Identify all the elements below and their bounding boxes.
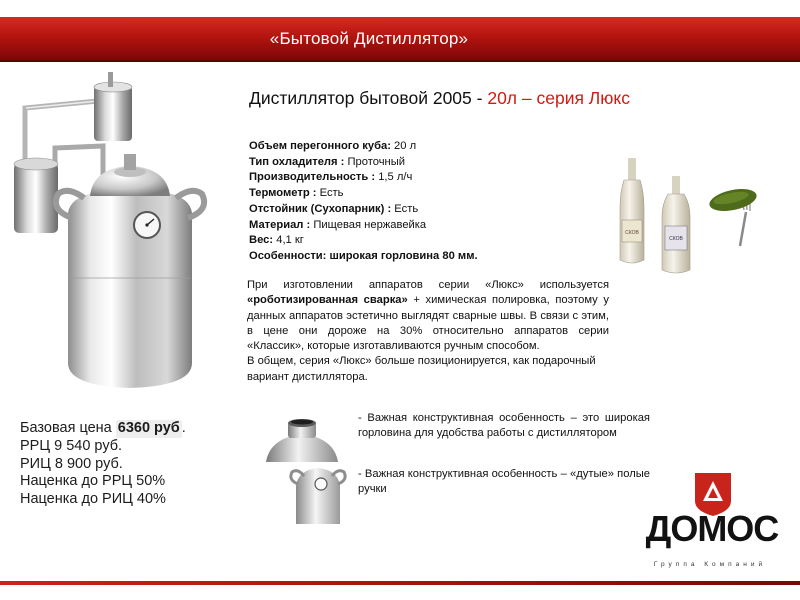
spec-value: Пищевая нержавейка bbox=[310, 218, 427, 231]
spec-row bbox=[249, 233, 478, 249]
banner-title: «Бытовой Дистиллятор» bbox=[269, 29, 469, 48]
hollow-handles-photo bbox=[288, 462, 348, 524]
spec-list bbox=[249, 139, 478, 265]
markup-ric: Наценка до РИЦ 40% bbox=[20, 491, 166, 508]
spec-label: Термометр : bbox=[249, 187, 317, 200]
spec-value: широкая горловина 80 мм. bbox=[326, 249, 478, 262]
description-paragraph: В общем, серия «Люкс» больше позиционируется, как подарочный вариант дистиллятора. bbox=[247, 355, 596, 383]
markup-rrc: Наценка до РРЦ 50% bbox=[20, 473, 166, 490]
bottle-label-text: СКОВ bbox=[625, 230, 639, 236]
base-price-value: 6360 руб bbox=[117, 420, 180, 436]
wide-neck-photo bbox=[262, 412, 342, 462]
ric-price: РИЦ 8 900 руб. bbox=[20, 455, 123, 472]
spec-label: Производительность : bbox=[249, 171, 376, 184]
product-title-prefix: Дистиллятор бытовой 2005 - bbox=[249, 88, 483, 108]
price-block bbox=[20, 420, 186, 509]
rrc-price: РРЦ 9 540 руб. bbox=[20, 437, 123, 454]
spec-row bbox=[249, 202, 478, 218]
spec-row bbox=[249, 249, 478, 265]
description-text: + химическая полировка, поэтому у данных аппаратов эстетично выглядят сварные швы. В связи с этим, в цене они дороже на 30% относительно аппаратов серии «Классик», которые изготавливаются ручным способом. bbox=[247, 294, 609, 353]
spec-label: Объем перегонного куба: bbox=[249, 140, 391, 152]
base-price-suffix: . bbox=[181, 420, 186, 436]
spec-row bbox=[249, 155, 478, 171]
spec-label: Отстойник (Сухопарник) : bbox=[249, 202, 392, 215]
spec-row bbox=[249, 139, 478, 155]
feature-hollow-handles: - Важная конструктивная особенность – «дутые» полые ручки bbox=[358, 468, 650, 496]
spec-value: Проточный bbox=[344, 155, 406, 168]
spec-label: Материал : bbox=[249, 218, 311, 231]
base-price bbox=[20, 420, 186, 438]
banner-divider bbox=[0, 60, 800, 62]
bottles-and-pickle-image bbox=[608, 150, 768, 275]
feature-wide-neck: - Важная конструктивная особенность – это широкая горловина для удобства работы с дистиллятором bbox=[358, 412, 650, 440]
brand-subtitle: Группа Компаний bbox=[653, 561, 767, 568]
spec-value: 1,5 л/ч bbox=[375, 171, 413, 184]
spec-value: 20 л bbox=[390, 140, 417, 152]
product-title bbox=[249, 88, 630, 109]
brand-name: ДОМОС bbox=[645, 508, 779, 549]
spec-value: Есть bbox=[391, 202, 419, 215]
footer-accent-bar bbox=[0, 581, 800, 585]
base-price-label: Базовая цена bbox=[20, 420, 116, 436]
description-emphasis: «роботизированная сварка» bbox=[247, 294, 408, 307]
bottle-label-text: СКОВ bbox=[669, 236, 683, 242]
series-description bbox=[247, 278, 609, 385]
description-text: При изготовлении аппаратов серии «Люкс» используется bbox=[247, 279, 609, 291]
spec-value: 4,1 кг bbox=[273, 234, 304, 247]
spec-value: Есть bbox=[316, 187, 344, 200]
spec-row bbox=[249, 186, 478, 202]
distiller-photo bbox=[8, 68, 226, 393]
spec-label: Вес: bbox=[249, 234, 274, 247]
spec-label: Тип охладителя : bbox=[249, 155, 345, 168]
description-paragraph bbox=[247, 278, 609, 354]
product-title-series: 20л – серия Люкс bbox=[487, 88, 631, 108]
spec-row bbox=[249, 218, 478, 234]
spec-row bbox=[249, 170, 478, 186]
spec-label: Особенности: bbox=[249, 249, 327, 262]
